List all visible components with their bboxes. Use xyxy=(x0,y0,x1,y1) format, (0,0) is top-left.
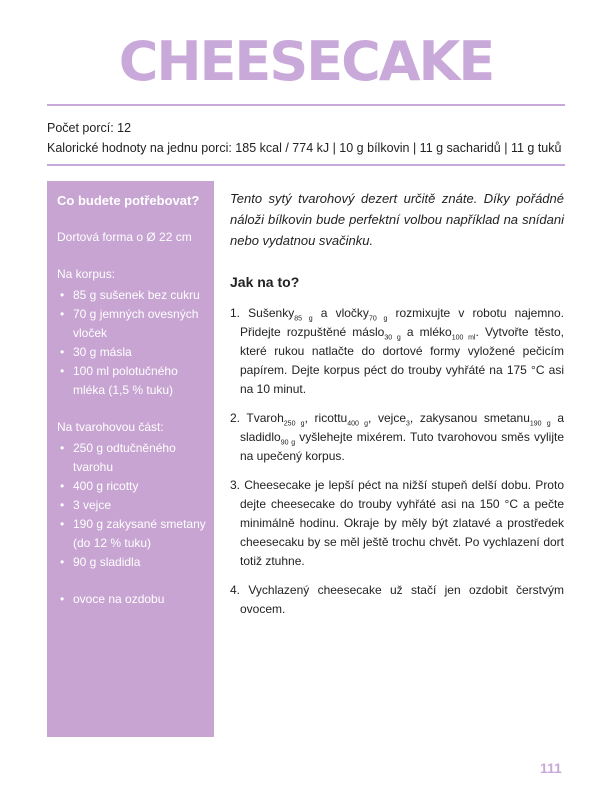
quantity-subscript: 90 g xyxy=(280,439,296,447)
recipe-info xyxy=(47,118,577,158)
filling-ingredient-list xyxy=(57,439,206,572)
step-text: Sušenky xyxy=(248,306,295,320)
step-text: Tvaroh xyxy=(246,411,284,425)
list-item: • 100 ml polotučného mléka (1,5 % tuku) xyxy=(57,362,206,400)
step-text: , ricottu xyxy=(304,411,348,425)
step-3 xyxy=(230,476,564,571)
garnish-list xyxy=(57,590,206,609)
list-item: • 85 g sušenek bez cukru xyxy=(57,286,206,305)
quantity-subscript: 85 g xyxy=(294,315,313,323)
list-item: • 250 g odtučněného tvarohu xyxy=(57,439,206,477)
step-2 xyxy=(230,409,564,466)
ingredients-sidebar xyxy=(47,181,214,737)
bottom-divider xyxy=(47,164,565,166)
list-item: • 70 g jemných ovesných vloček xyxy=(57,305,206,343)
step-text: Vychlazený cheesecake už stačí jen ozdobit čerstvým ovocem. xyxy=(240,583,564,616)
step-4 xyxy=(230,581,564,619)
list-item: • ovoce na ozdobu xyxy=(57,590,206,609)
top-divider xyxy=(47,104,565,106)
step-text: Cheesecake je lepší péct na nižší stupeň delší dobu. Proto dejte cheesecake do trouby vyhřáté asi na 150 °C a pečte minimálně hodinu. Okraje by měly být zlatavé a prostředek cheesecaku by se měl ještě trochu chvět. Po vychlazení dort totiž ztuhne. xyxy=(240,478,564,568)
step-text: , vejce xyxy=(368,411,407,425)
list-item: • 400 g ricotty xyxy=(57,477,206,496)
filling-section-title: Na tvarohovou část: xyxy=(57,420,164,434)
step-text: a vločky xyxy=(312,306,369,320)
page-number: 111 xyxy=(540,760,562,776)
quantity-subscript: 3 xyxy=(406,420,410,428)
ingredients-heading: Co budete potřebovat? xyxy=(57,193,200,208)
list-item: • 190 g zakysané smetany (do 12 % tuku) xyxy=(57,515,206,553)
method-heading: Jak na to? xyxy=(230,274,300,290)
step-number: 1. xyxy=(230,306,241,320)
step-text: a sladidlo xyxy=(240,411,564,444)
quantity-subscript: 70 g xyxy=(368,315,388,323)
page-title: CHEESECAKE xyxy=(118,30,494,93)
step-text: a mléko xyxy=(400,325,452,339)
step-1 xyxy=(230,304,564,399)
steps-list xyxy=(230,304,564,619)
method-column xyxy=(230,188,564,629)
step-text: . Vytvořte těsto, které rukou natlačte do dortové formy vyložené pečicím papírem. Dejte korpus péct do trouby vyhřáté na 175 °C asi na 10 minut. xyxy=(240,325,565,396)
quantity-subscript: 400 g xyxy=(347,420,369,428)
base-ingredient-list xyxy=(57,286,206,400)
nutrition-text: Kalorické hodnoty na jednu porci: 185 kcal / 774 kJ | 10 g bílkovin | 11 g sacharidů | 11 g tuků xyxy=(47,141,562,155)
step-number: 3. xyxy=(230,478,241,492)
intro-text: Tento sytý tvarohový dezert určitě znáte. Díky pořádné náloži bílkovin bude perfektní volbou například na snídani nebo vydatnou svačinku. xyxy=(230,191,564,248)
quantity-subscript: 100 ml xyxy=(451,334,476,342)
servings-text: Počet porcí: 12 xyxy=(47,121,132,135)
step-text: vyšlehejte mixérem. Tuto tvarohovou směs vylijte na upečený korpus. xyxy=(240,430,564,463)
list-item: • 30 g másla xyxy=(57,343,206,362)
quantity-subscript: 30 g xyxy=(384,334,401,342)
step-text: rozmixujte v robotu najemno. Přidejte rozpuštěné máslo xyxy=(240,306,565,339)
step-text: , zakysanou smetanu xyxy=(409,411,530,425)
list-item: • 3 vejce xyxy=(57,496,206,515)
baking-form-text: Dortová forma o Ø 22 cm xyxy=(57,230,192,244)
quantity-subscript: 190 g xyxy=(529,420,551,428)
base-section-title: Na korpus: xyxy=(57,267,116,281)
step-number: 4. xyxy=(230,583,241,597)
step-number: 2. xyxy=(230,411,241,425)
list-item: • 90 g sladidla xyxy=(57,553,206,572)
quantity-subscript: 250 g xyxy=(283,420,305,428)
